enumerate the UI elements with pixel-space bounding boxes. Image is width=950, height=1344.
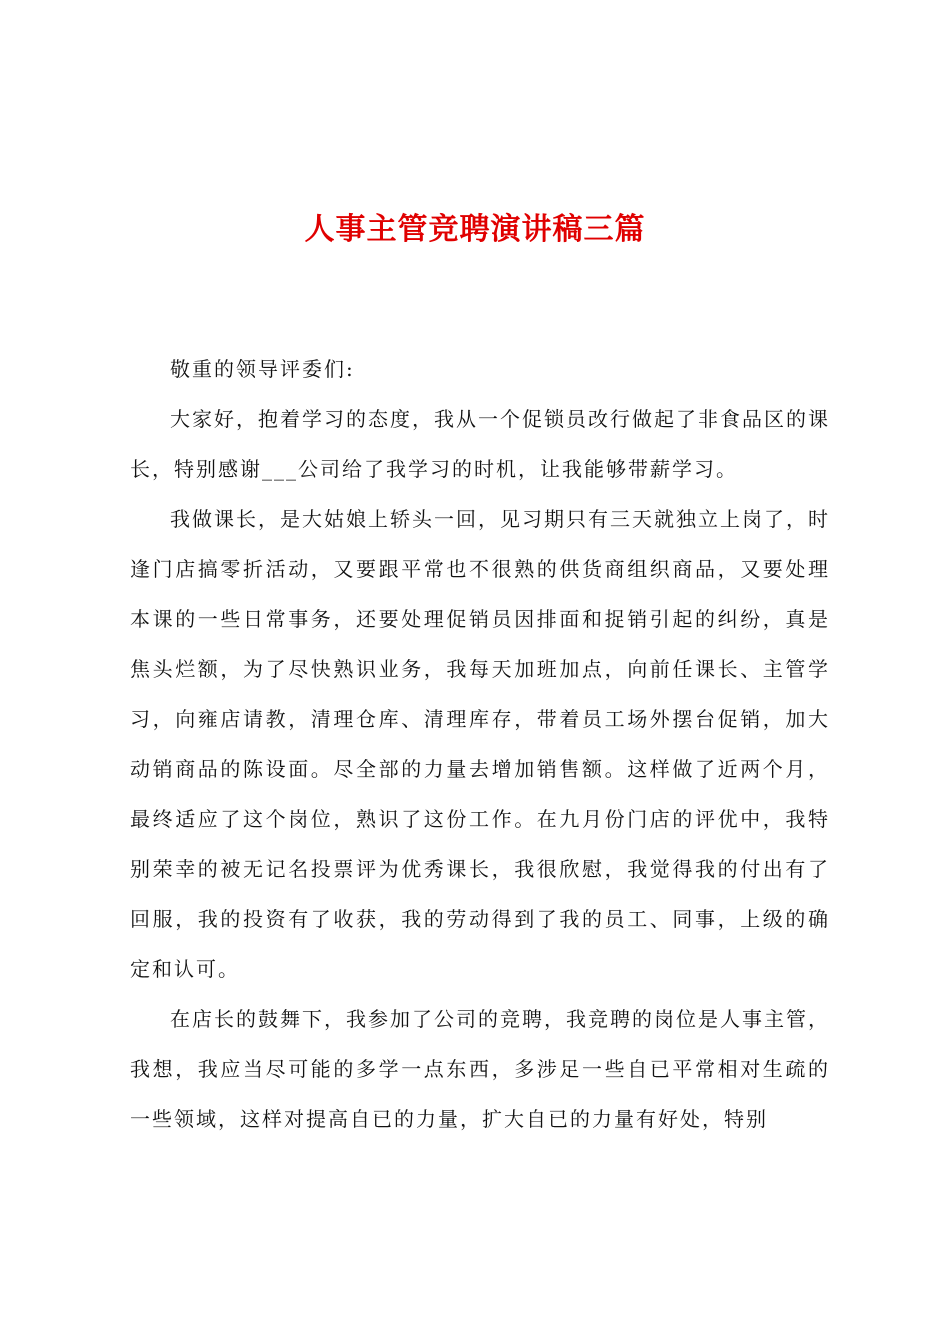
- paragraph-experience: 我做课长，是大姑娘上轿头一回，见习期只有三天就独立上岗了，时逢门店搞零折活动，又要跟平常也不很熟的供货商组织商品，又要处理本课的一些日常事务，还要处理促销员因排面和捉销引起的纠纷，真是焦头烂额，为了尽快熟识业务，我每天加班加点，向前任课长、主管学习，向雍店请教，清理仓库、清理库存，带着员工场外摆台促销，加大动销商品的陈设面。尽全部的力量去增加销售额。这样做了近两个月，最终适应了这个岗位，熟识了这份工作。在九月份门店的评优中，我特别荣幸的被无记名投票评为优秀课长，我很欣慰，我觉得我的付出有了回服，我的投资有了收获，我的劳动得到了我的员工、同事，上级的确定和认可。: [130, 507, 830, 981]
- paragraph-greeting: 大家好，抱着学习的态度，我从一个促锁员改行做起了非食品区的课长，特别感谢___公司给了我学习的时机，让我能够带薪学习。: [130, 407, 830, 481]
- document-title: 人事主管竞聘演讲稿三篇: [304, 212, 646, 247]
- paragraph-salutation: 敬重的领导评委们:: [170, 357, 355, 381]
- paragraph-application: 在店长的鼓舞下，我参加了公司的竞聘，我竞聘的岗位是人事主管，我想，我应当尽可能的多学一点东西，多涉足一些自已平常相对生疏的一些领域，这样对提高自已的力量，扩大自已的力量有好处，特别: [130, 1007, 830, 1131]
- document-body: [130, 344, 830, 1144]
